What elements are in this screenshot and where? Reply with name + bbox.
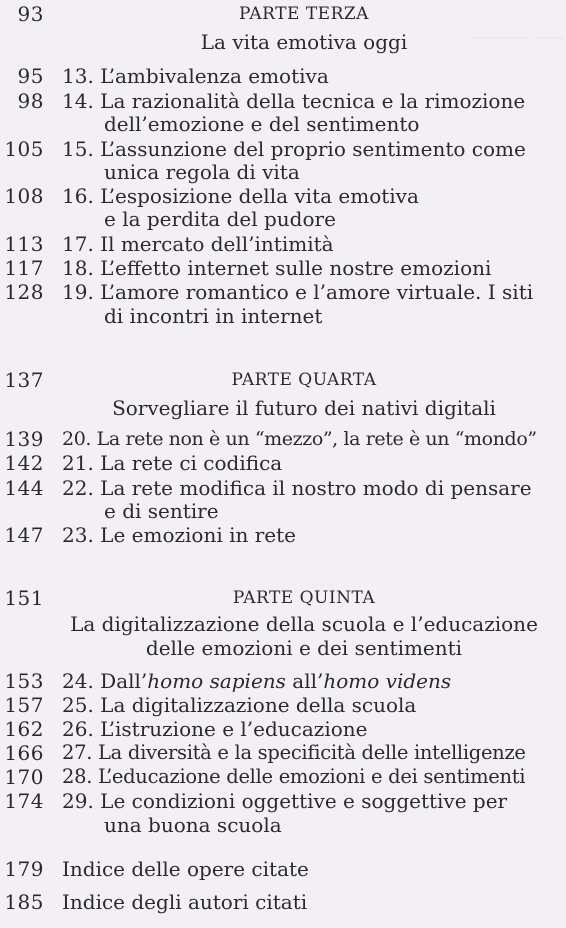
page-number: 157 (4, 693, 44, 717)
chapter-title-continuation: dell’emozione e del sentimento (104, 112, 420, 136)
page-number: 151 (4, 586, 44, 610)
chapter-title-italic: homo sapiens (147, 669, 286, 693)
part-subtitle: Sorvegliare il futuro dei nativi digitali (112, 396, 496, 420)
chapter-title: 20. La rete non è un “mezzo”, la rete è un “mondo” (62, 428, 537, 450)
chapter-title: 27. La diversità e la specificità delle intelligenze (62, 741, 526, 764)
page-number: 108 (4, 184, 44, 208)
chapter-title: 28. L’educazione delle emozioni e dei sentimenti (62, 765, 526, 788)
part-subtitle: delle emozioni e dei sentimenti (145, 636, 463, 660)
page-number: 142 (4, 451, 44, 475)
chapter-title: 18. L’effetto internet sulle nostre emozioni (62, 256, 492, 280)
index-title: Indice degli autori citati (62, 890, 308, 914)
chapter-title: 21. La rete ci codifica (62, 451, 283, 475)
chapter-title: 23. Le emozioni in rete (62, 523, 296, 547)
page-number: 98 (17, 89, 44, 113)
chapter-title: 29. Le condizioni oggettive e soggettive per (62, 789, 508, 813)
page-number: 105 (4, 137, 44, 161)
page-number: 144 (4, 476, 44, 500)
index-title: Indice delle opere citate (62, 857, 309, 881)
chapter-title-continuation: una buona scuola (104, 813, 282, 837)
chapter-title: 22. La rete modifica il nostro modo di pensare (62, 476, 532, 500)
chapter-title-prefix: 24. Dall’ (62, 669, 148, 693)
chapter-title: 14. La razionalità della tecnica e la rimozione (62, 89, 526, 113)
page-number: 117 (4, 256, 44, 280)
page-number: 147 (4, 523, 44, 547)
chapter-title: 15. L’assunzione del proprio sentimento come (62, 137, 526, 161)
part-subtitle: La vita emotiva oggi (200, 30, 408, 54)
part-heading: PARTE QUARTA (231, 370, 377, 390)
page-number: 153 (4, 669, 44, 693)
show-through-decoration: ———— —— (470, 28, 565, 46)
page-number: 170 (4, 765, 44, 789)
chapter-title-middle: all’ (285, 669, 324, 693)
chapter-title: 19. L’amore romantico e l’amore virtuale. I siti (62, 280, 534, 304)
page-number: 113 (4, 232, 44, 256)
chapter-title-continuation: e di sentire (104, 499, 219, 523)
chapter-title: 13. L’ambivalenza emotiva (62, 64, 329, 88)
chapter-title-continuation: e la perdita del pudore (104, 207, 336, 231)
page-number: 128 (4, 280, 44, 304)
page-number: 162 (4, 717, 44, 741)
chapter-title: 25. La digitalizzazione della scuola (62, 693, 417, 717)
chapter-title: 26. L’istruzione e l’educazione (62, 717, 368, 741)
page-number: 174 (4, 789, 44, 813)
chapter-title-continuation: unica regola di vita (104, 160, 300, 184)
page-number: 185 (4, 890, 44, 914)
chapter-title: 16. L’esposizione della vita emotiva (62, 184, 419, 208)
chapter-title-continuation: di incontri in internet (104, 304, 323, 328)
page-number: 95 (17, 64, 44, 88)
page-number: 93 (17, 2, 44, 26)
chapter-title (62, 669, 451, 693)
page-number: 137 (4, 368, 44, 392)
chapter-title: 17. Il mercato dell’intimità (62, 232, 334, 256)
page-number: 179 (4, 857, 44, 881)
page-number: 139 (4, 427, 44, 451)
chapter-title-italic: homo videns (323, 669, 452, 693)
part-heading: PARTE TERZA (239, 4, 369, 24)
page-number: 166 (4, 741, 44, 765)
part-heading: PARTE QUINTA (232, 588, 376, 608)
part-subtitle: La digitalizzazione della scuola e l’educazione (70, 612, 538, 636)
